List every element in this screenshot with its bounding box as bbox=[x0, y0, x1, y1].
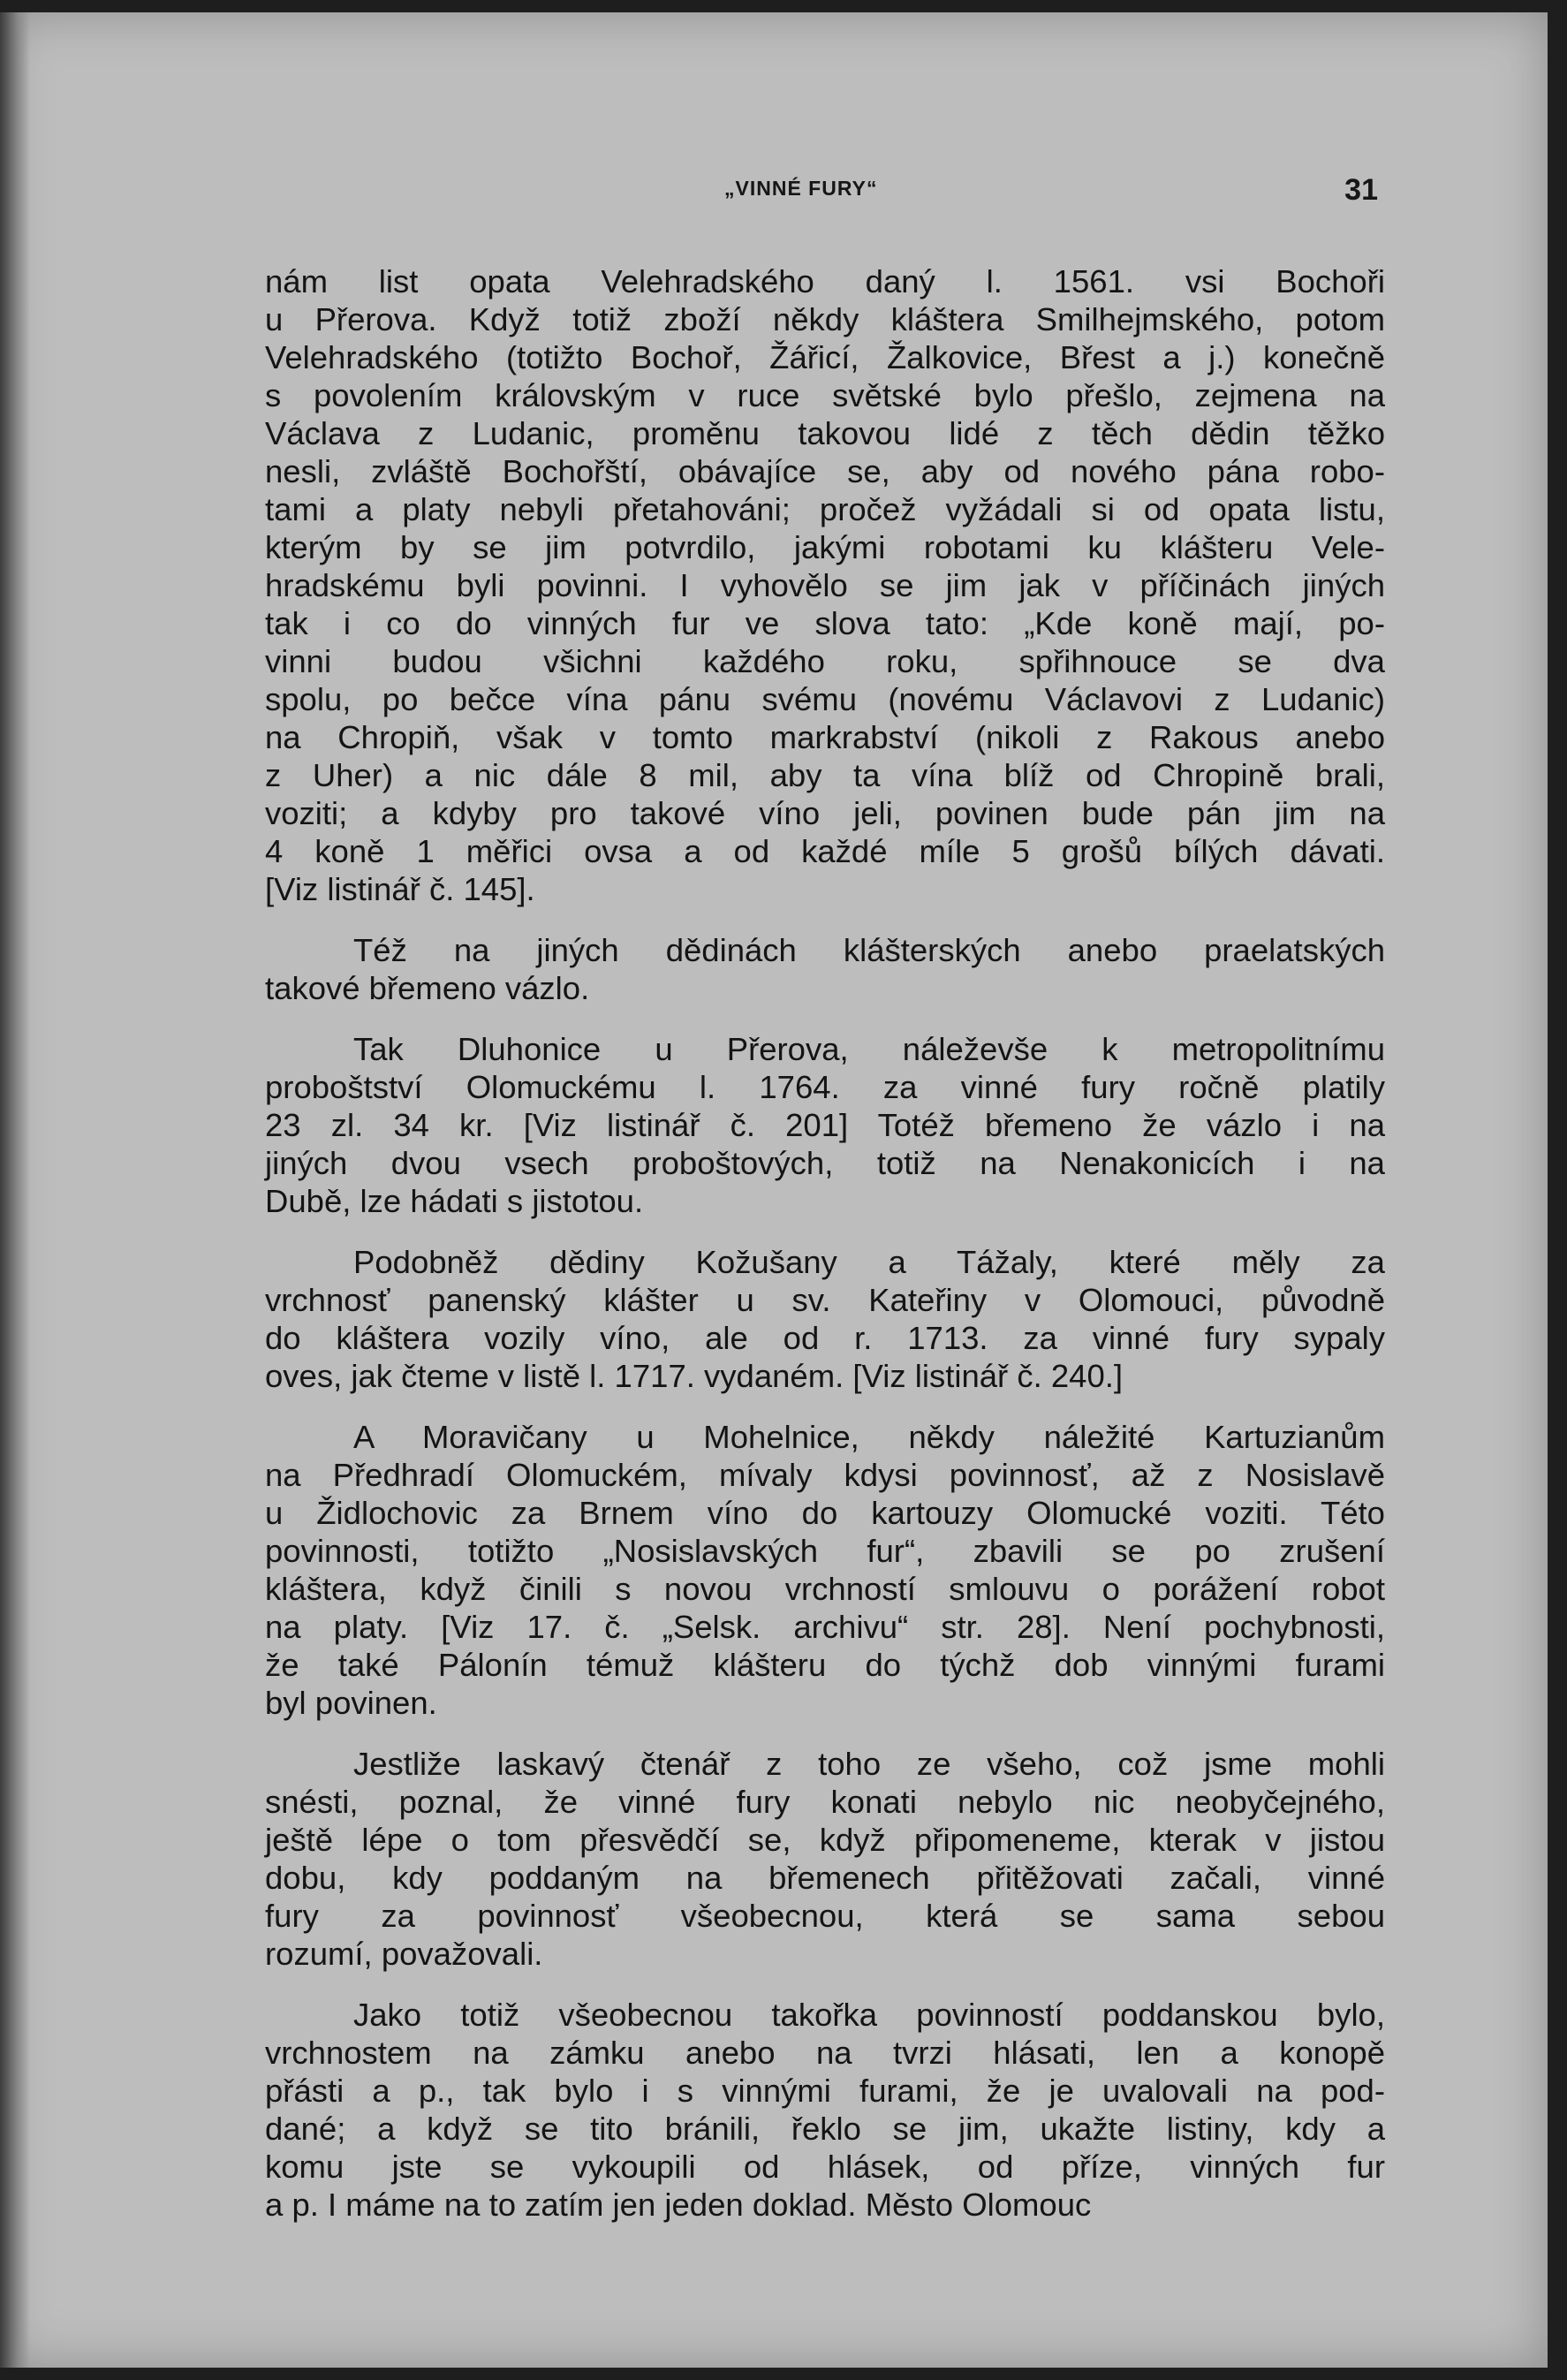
text-line: a p. I máme na to zatím jen jeden doklad. Město Olomouc bbox=[265, 2187, 1092, 2223]
text-line: Václava z Ludanic, proměnu takovou lidé z těch dědin těžko bbox=[265, 415, 1385, 451]
text-line: jiných dvou vsech proboštových, totiž na Nenakonicích i na bbox=[265, 1145, 1385, 1181]
text-line: Jako totiž všeobecnou takořka povinností poddanskou bylo, bbox=[353, 1997, 1385, 2033]
text-line: ještě lépe o tom přesvědčí se, když připomeneme, kterak v jistou bbox=[265, 1822, 1385, 1858]
text-line: z Uher) a nic dále 8 mil, aby ta vína blíž od Chropině brali, bbox=[265, 757, 1385, 793]
text-line: nám list opata Velehradského daný l. 1561. vsi Bochoři bbox=[265, 263, 1385, 299]
text-line: dobu, kdy poddaným na břemenech přitěžovati začali, vinné bbox=[265, 1860, 1385, 1896]
paragraph bbox=[265, 1996, 1385, 2224]
paragraph bbox=[265, 1418, 1385, 1722]
text-line: Velehradského (totižto Bochoř, Žářicí, Žalkovice, Břest a j.) konečně bbox=[265, 339, 1385, 375]
paragraph-gap bbox=[265, 908, 1385, 931]
text-line: komu jste se vykoupili od hlásek, od příze, vinných fur bbox=[265, 2149, 1385, 2185]
text-line: kterým by se jim potvrdilo, jakými robotami ku klášteru Vele- bbox=[265, 529, 1385, 565]
paragraph bbox=[265, 931, 1385, 1007]
text-line: vinni budou všichni každého roku, spřihnouce se dva bbox=[265, 643, 1385, 679]
text-line: přásti a p., tak bylo i s vinnými furami, že je uvalovali na pod- bbox=[265, 2073, 1385, 2109]
text-line: vrchnosť panenský klášter u sv. Kateřiny v Olomouci, původně bbox=[265, 1282, 1385, 1318]
text-line: Podobněž dědiny Kožušany a Tážaly, které měly za bbox=[353, 1244, 1385, 1280]
text-line: Tak Dluhonice u Přerova, náleževše k metropolitnímu bbox=[353, 1031, 1385, 1067]
text-line: u Židlochovic za Brnem víno do kartouzy Olomucké voziti. Této bbox=[265, 1495, 1385, 1531]
text-line: spolu, po bečce vína pánu svému (novému Václavovi z Ludanic) bbox=[265, 681, 1385, 717]
text-line: proboštství Olomuckému l. 1764. za vinné fury ročně platily bbox=[265, 1069, 1385, 1105]
text-line: Dubě, lze hádati s jistotou. bbox=[265, 1183, 644, 1219]
text-line: u Přerova. Když totiž zboží někdy kláštera Smilhejmského, potom bbox=[265, 301, 1385, 337]
text-line: do kláštera vozily víno, ale od r. 1713. za vinné fury sypaly bbox=[265, 1320, 1385, 1356]
paragraph bbox=[265, 1745, 1385, 1973]
text-line: A Moravičany u Mohelnice, někdy náležité Kartuzianům bbox=[353, 1419, 1385, 1455]
text-line: na platy. [Viz 17. č. „Selsk. archivu“ str. 28]. Není pochybnosti, bbox=[265, 1609, 1385, 1645]
text-line: byl povinen. bbox=[265, 1685, 437, 1721]
text-line: na Chropiň, však v tomto markrabství (nikoli z Rakous anebo bbox=[265, 719, 1385, 755]
text-line: vrchnostem na zámku anebo na tvrzi hlásati, len a konopě bbox=[265, 2035, 1385, 2071]
text-line: oves, jak čteme v listě l. 1717. vydaném. [Viz listinář č. 240.] bbox=[265, 1358, 1124, 1394]
paragraph bbox=[265, 1030, 1385, 1220]
text-line: rozumí, považovali. bbox=[265, 1936, 543, 1972]
page-header bbox=[265, 170, 1378, 214]
paragraph-gap bbox=[265, 1007, 1385, 1030]
paragraph-gap bbox=[265, 1395, 1385, 1418]
text-line: takové břemeno vázlo. bbox=[265, 970, 590, 1006]
text-line: tami a platy nebyli přetahováni; pročež vyžádali si od opata listu, bbox=[265, 491, 1385, 527]
text-line: nesli, zvláště Bochořští, obávajíce se, aby od nového pána robo- bbox=[265, 453, 1385, 489]
page-binding-shadow bbox=[0, 12, 30, 2368]
text-line: voziti; a kdyby pro takové víno jeli, povinen bude pán jim na bbox=[265, 795, 1385, 831]
page-number: 31 bbox=[1344, 173, 1378, 207]
body-text bbox=[265, 262, 1385, 2224]
text-line: [Viz listinář č. 145]. bbox=[265, 871, 535, 907]
scanned-page bbox=[0, 12, 1548, 2368]
paragraph-gap bbox=[265, 1220, 1385, 1243]
paragraph bbox=[265, 262, 1385, 908]
text-line: tak i co do vinných fur ve slova tato: „Kde koně mají, po- bbox=[265, 605, 1385, 641]
paragraph bbox=[265, 1243, 1385, 1395]
text-line: fury za povinnosť všeobecnou, která se sama sebou bbox=[265, 1898, 1385, 1934]
running-title: „VINNÉ FURY“ bbox=[724, 177, 878, 200]
text-line: Též na jiných dědinách klášterských anebo praelatských bbox=[353, 932, 1385, 968]
text-line: 23 zl. 34 kr. [Viz listinář č. 201] Totéž břemeno že vázlo i na bbox=[265, 1107, 1385, 1143]
text-line: že také Pálonín témuž klášteru do týchž dob vinnými furami bbox=[265, 1647, 1385, 1683]
text-line: Jestliže laskavý čtenář z toho ze všeho, což jsme mohli bbox=[353, 1746, 1385, 1782]
paragraph-gap bbox=[265, 1722, 1385, 1745]
text-line: snésti, poznal, že vinné fury konati nebylo nic neobyčejného, bbox=[265, 1784, 1385, 1820]
text-line: kláštera, když činili s novou vrchností smlouvu o porážení robot bbox=[265, 1571, 1385, 1607]
paragraph-gap bbox=[265, 1973, 1385, 1996]
text-line: hradskému byli povinni. I vyhovělo se jim jak v příčinách jiných bbox=[265, 567, 1385, 603]
text-line: na Předhradí Olomuckém, mívaly kdysi povinnosť, až z Nosislavě bbox=[265, 1457, 1385, 1493]
text-line: povinnosti, totižto „Nosislavských fur“, zbavili se po zrušení bbox=[265, 1533, 1385, 1569]
text-line: s povolením královským v ruce světské bylo přešlo, zejmena na bbox=[265, 377, 1385, 413]
text-line: dané; a když se tito bránili, řeklo se jim, ukažte listiny, kdy a bbox=[265, 2111, 1385, 2147]
text-line: 4 koně 1 měřici ovsa a od každé míle 5 grošů bílých dávati. bbox=[265, 833, 1385, 869]
